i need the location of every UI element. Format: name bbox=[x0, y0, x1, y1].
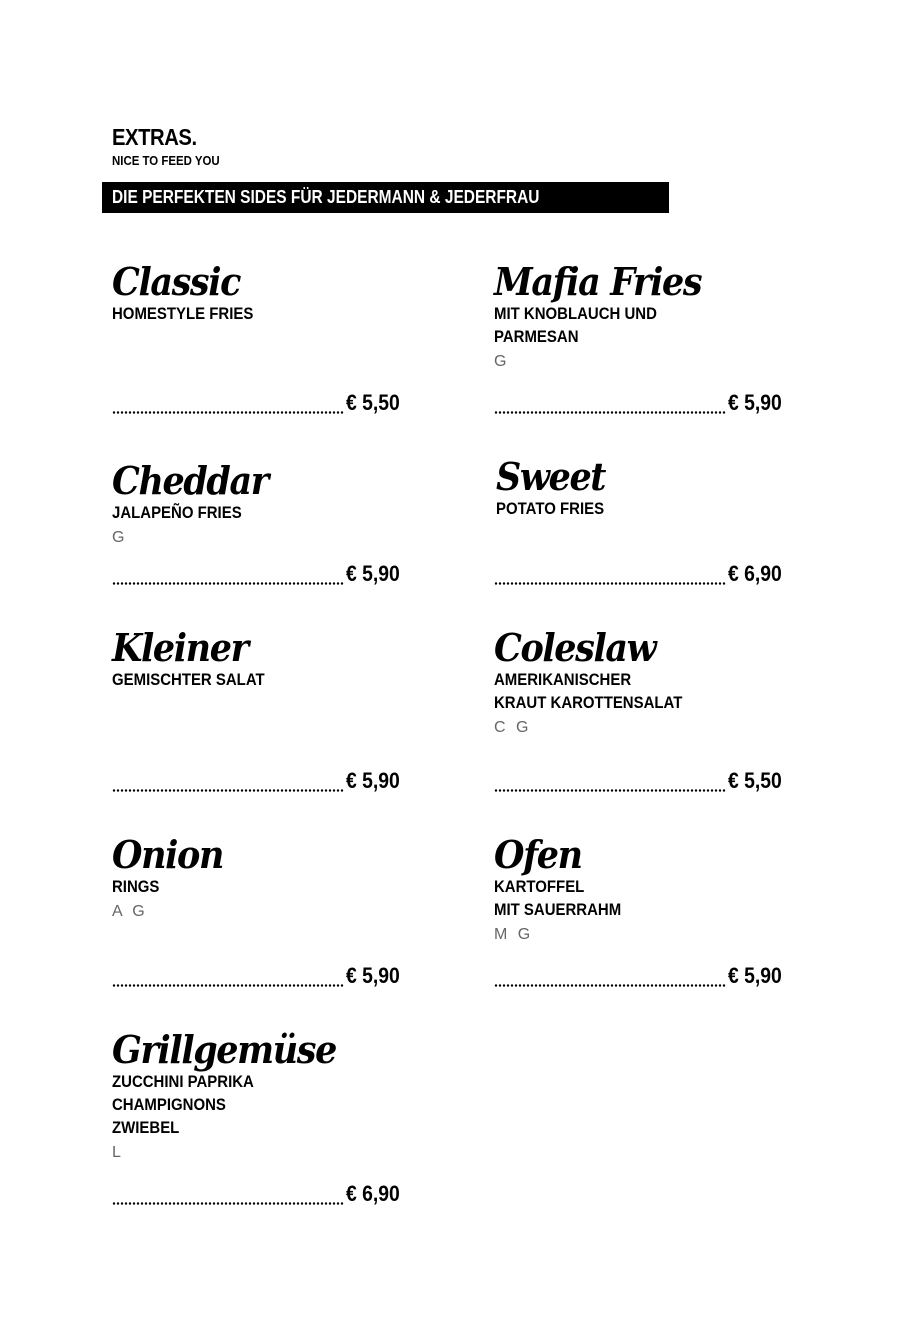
item-description: POTATO FRIES bbox=[496, 499, 605, 518]
item-allergens: G bbox=[112, 529, 128, 546]
item-name: Onion bbox=[112, 832, 223, 877]
item-name: Classic bbox=[112, 259, 241, 304]
item-description: KARTOFFEL MIT SAUERRAHM bbox=[494, 877, 622, 919]
menu-item-mafia-fries bbox=[494, 259, 794, 372]
page-subtitle: NICE TO FEED YOU bbox=[112, 153, 220, 168]
menu-item-cheddar bbox=[112, 458, 412, 548]
item-description: MIT KNOBLAUCH UND PARMESAN bbox=[494, 304, 657, 346]
item-allergens: M G bbox=[494, 926, 534, 943]
item-price: € 5,90 bbox=[346, 768, 400, 793]
price-leader-dots bbox=[112, 582, 344, 585]
item-price: € 5,50 bbox=[346, 390, 400, 415]
item-description: AMERIKANISCHER KRAUT KAROTTENSALAT bbox=[494, 670, 683, 712]
item-allergens: C G bbox=[494, 719, 532, 736]
item-allergens: L bbox=[112, 1144, 124, 1161]
item-name: Ofen bbox=[494, 832, 582, 877]
price-leader-dots bbox=[112, 411, 344, 414]
item-description: HOMESTYLE FRIES bbox=[112, 304, 254, 323]
section-banner bbox=[102, 182, 669, 213]
item-price: € 5,90 bbox=[346, 561, 400, 586]
price-line-grillgemuese bbox=[112, 1181, 404, 1207]
item-price: € 6,90 bbox=[346, 1181, 400, 1206]
item-price: € 5,90 bbox=[728, 390, 782, 415]
item-description: JALAPEÑO FRIES bbox=[112, 503, 242, 522]
item-price: € 5,90 bbox=[346, 963, 400, 988]
item-name: Cheddar bbox=[112, 458, 268, 503]
price-leader-dots bbox=[112, 984, 344, 987]
price-line-coleslaw bbox=[494, 768, 786, 794]
item-allergens: A G bbox=[112, 903, 148, 920]
item-price: € 5,50 bbox=[728, 768, 782, 793]
menu-item-ofen bbox=[494, 832, 794, 945]
price-leader-dots bbox=[494, 984, 726, 987]
price-leader-dots bbox=[494, 789, 726, 792]
price-line-kleiner bbox=[112, 768, 404, 794]
price-leader-dots bbox=[494, 582, 726, 585]
item-description: ZUCCHINI PAPRIKA CHAMPIGNONS ZWIEBEL bbox=[112, 1072, 254, 1137]
price-line-cheddar bbox=[112, 561, 404, 587]
item-price: € 5,90 bbox=[728, 963, 782, 988]
menu-item-kleiner bbox=[112, 625, 412, 691]
menu-item-coleslaw bbox=[494, 625, 794, 738]
item-name: Sweet bbox=[496, 454, 606, 499]
price-line-onion bbox=[112, 963, 404, 989]
menu-item-classic bbox=[112, 259, 412, 325]
price-line-ofen bbox=[494, 963, 786, 989]
price-line-classic bbox=[112, 390, 404, 416]
page-title: EXTRAS. bbox=[112, 124, 197, 150]
price-line-mafia-fries bbox=[494, 390, 786, 416]
item-price: € 6,90 bbox=[728, 561, 782, 586]
price-leader-dots bbox=[494, 411, 726, 414]
menu-item-onion bbox=[112, 832, 412, 922]
item-description: GEMISCHTER SALAT bbox=[112, 670, 265, 689]
item-name: Kleiner bbox=[112, 625, 248, 670]
menu-item-sweet bbox=[496, 454, 796, 520]
item-name: Coleslaw bbox=[494, 625, 656, 670]
item-allergens: G bbox=[494, 353, 510, 370]
section-banner-text: DIE PERFEKTEN SIDES FÜR JEDERMANN & JEDERFRAU bbox=[112, 187, 540, 207]
item-description: RINGS bbox=[112, 877, 160, 896]
menu-item-grillgemuese bbox=[112, 1027, 412, 1163]
price-leader-dots bbox=[112, 1202, 344, 1205]
item-name: Grillgemüse bbox=[112, 1027, 336, 1072]
item-name: Mafia Fries bbox=[494, 259, 702, 304]
price-line-sweet bbox=[494, 561, 786, 587]
price-leader-dots bbox=[112, 789, 344, 792]
